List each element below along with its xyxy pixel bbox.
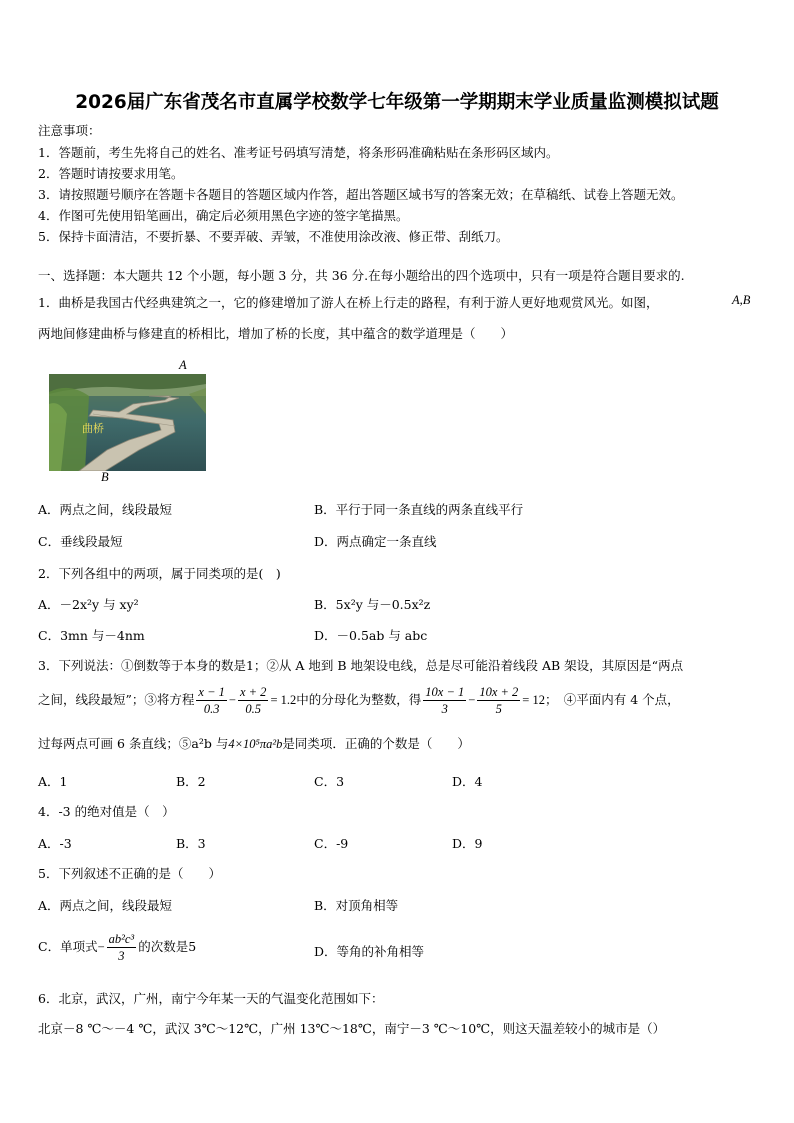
q1-ab-label: A,B: [732, 293, 751, 307]
q1-option-d: D．两点确定一条直线: [314, 534, 437, 549]
notice-item: 3．请按照题号顺序在答题卡各题目的答题区域内作答，超出答题区域书写的答案无效；在草稿纸、试卷上答题无效。: [38, 187, 684, 202]
notice-heading: 注意事项：: [38, 123, 101, 138]
q3-text: 中的分母化为整数，得: [296, 692, 422, 707]
bridge-photo: [49, 374, 206, 471]
figure-label-a: A: [179, 358, 187, 372]
fraction: $\frac{\text{ab²c³}}{3}$: [108, 932, 135, 963]
q2-option-d: D．－0.5ab 与 abc: [314, 628, 428, 643]
notice-item: 4．作图可先使用铅笔画出，确定后必须用黑色字迹的签字笔描黑。: [38, 208, 409, 223]
fraction: $\frac{x + 2}{0.5}$: [239, 685, 267, 716]
q4-option-a: A．-3: [38, 836, 72, 851]
q1-stem-line1: 1．曲桥是我国古代经典建筑之一，它的修建增加了游人在桥上行走的路程，有利于游人更好地观赏风光。如图，: [38, 295, 659, 310]
q5-option-a: A．两点之间，线段最短: [38, 898, 173, 913]
q3-stem-line2: 之间，线段最短”；③将方程 $\frac{x - 1}{0.3}$ − $\frac{x + 2}{0.5}$ = 1.2中的分母化为整数，得 $\frac{10x - 1}{3}$ − $\frac{10x + 2}{5}$ = 12； ④平面内有 4 个点，: [38, 685, 680, 716]
section-heading: 一、选择题：本大题共 12 个小题，每小题 3 分，共 36 分.在每小题给出的四个选项中，只有一项是符合题目要求的.: [38, 268, 685, 283]
q2-option-c: C．3mn 与－4nm: [38, 628, 145, 643]
notice-item: 2．答题时请按要求用笔。: [38, 166, 184, 181]
q2-stem: 2．下列各组中的两项，属于同类项的是( ): [38, 566, 281, 581]
q5-option-d: D．等角的补角相等: [314, 944, 425, 959]
q5-option-b: B．对顶角相等: [314, 898, 399, 913]
q3-option-b: B．2: [176, 774, 206, 789]
fraction: $\frac{10x + 2}{5}$: [479, 685, 519, 716]
notice-item: 5．保持卡面清洁，不要折暴、不要弄破、弄皱，不准使用涂改液、修正带、刮纸刀。: [38, 229, 509, 244]
q4-option-d: D．9: [452, 836, 483, 851]
q3-text: 之间，线段最短”；③将方程: [38, 692, 195, 707]
q3-option-c: C．3: [314, 774, 345, 789]
notice-item: 1．答题前，考生先将自己的姓名、准考证号码填写清楚，将条形码准确粘贴在条形码区域内。: [38, 145, 559, 160]
page-title: 2026届广东省茂名市直属学校数学七年级第一学期期末学业质量监测模拟试题: [75, 92, 719, 113]
q2-option-a: A．－2x²y 与 xy²: [38, 597, 139, 612]
q3-text: ； ④平面内有 4 个点，: [544, 692, 680, 707]
figure-label-b: B: [101, 470, 109, 484]
q3-option-d: D．4: [452, 774, 483, 789]
q6-stem-line2: 北京－8 ℃～－4 ℃，武汉 3℃～12℃，广州 13℃～18℃，南宁－3 ℃～10℃，则这天温差较小的城市是（）: [38, 1021, 666, 1036]
q4-option-c: C．-9: [314, 836, 349, 851]
q1-stem-line2: 两地间修建曲桥与修建直的桥相比，增加了桥的长度，其中蕴含的数学道理是（ ）: [38, 326, 514, 341]
q1-option-c: C．垂线段最短: [38, 534, 123, 549]
q1-option-b: B．平行于同一条直线的两条直线平行: [314, 502, 524, 517]
q1-option-a: A．两点之间，线段最短: [38, 502, 173, 517]
q5-stem: 5．下列叙述不正确的是（ ）: [38, 866, 221, 881]
q3-option-a: A．1: [38, 774, 68, 789]
math-term: 4×10⁵πa²b: [228, 737, 283, 751]
q3-stem-line1: 3．下列说法：①倒数等于本身的数是1；②从 A 地到 B 地架设电线，总是尽可能沿着线段 AB 架设，其原因是“两点: [38, 658, 684, 673]
q5-option-c: C．单项式− $\frac{\text{ab²c³}}{3}$ 的次数是5: [38, 932, 197, 963]
q6-stem: 6．北京，武汉，广州，南宁今年某一天的气温变化范围如下：: [38, 991, 384, 1006]
fraction: $\frac{10x - 1}{3}$: [425, 685, 465, 716]
q4-stem: 4．-3 的绝对值是（ ）: [38, 804, 175, 819]
fraction: $\frac{x - 1}{0.3}$: [198, 685, 225, 716]
figure-caption: 曲桥: [82, 422, 104, 435]
q2-option-b: B．5x²y 与－0.5x²z: [314, 597, 431, 612]
q4-option-b: B．3: [176, 836, 206, 851]
q3-stem-line3: 过每两点可画 6 条直线；⑤a²b 与4×10⁵πa²b是同类项．正确的个数是（ ）: [38, 736, 470, 751]
